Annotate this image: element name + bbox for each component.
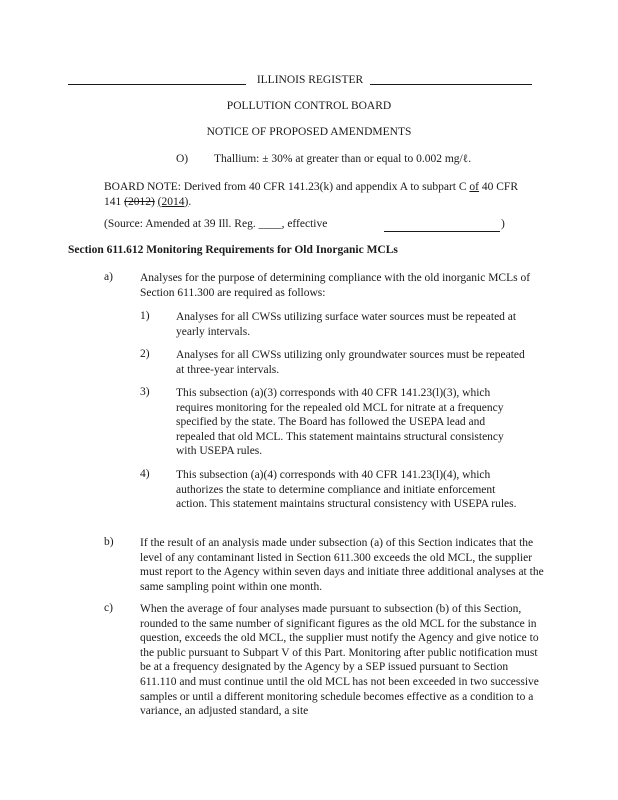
item-1-label: 1)	[140, 310, 150, 322]
notice-title: NOTICE OF PROPOSED AMENDMENTS	[206, 126, 412, 138]
subsection-c-label: c)	[104, 602, 113, 614]
item-o-text: Thallium: ± 30% at greater than or equal to 0.002 mg/ℓ.	[214, 153, 472, 165]
board-note	[104, 180, 524, 209]
board-note-prefix: BOARD NOTE: Derived from 40 CFR 141.23(k) and appendix A to subpart C	[104, 181, 470, 193]
board-note-of: of	[469, 181, 480, 193]
board-note-struck-year: (2012)	[124, 195, 155, 208]
item-2-label: 2)	[140, 348, 150, 360]
board-note-mid: 40 CFR 141	[104, 181, 519, 208]
register-title: ILLINOIS REGISTER	[256, 74, 364, 86]
board-title: POLLUTION CONTROL BOARD	[226, 100, 392, 112]
source-line: (Source: Amended at 39 Ill. Reg. ____, effective	[104, 218, 328, 230]
item-1-text: Analyses for all CWSs utilizing surface water sources must be repeated at yearly intervals.	[176, 311, 517, 338]
subsection-b-text: If the result of an analysis made under subsection (a) of this Section indicates that the level of any contaminant listed in Section 611.300 exceeds the old MCL, the supplier must report to the Agency within seven days and initiate three additional analyses at the same sampling point within one month.	[140, 537, 544, 593]
item-3-text: This subsection (a)(3) corresponds with 40 CFR 141.23(l)(3), which requires monitoring for the repealed old MCL for nitrate at a frequency specified by the state. The Board has followed the USEPA lead and repealed that old MCL. This statement maintains structural consistency with USEPA rules.	[176, 387, 504, 458]
subsection-c-text: When the average of four analyses made pursuant to subsection (b) of this Section, rounded to the same number of significant figures as the old MCL for the substance in question, exceeds the old MCL, the supplier must notify the Agency and give notice to the public pursuant to Subpart V of this Part. Monitoring after public notification must be at a frequency designated by the Agency by a SEP issued pursuant to Section 611.110 and must continue until the old MCL has not been exceeded in two successive samples or until a different monitoring schedule becomes effective as a condition to a variance, an adjusted standard, a site	[140, 603, 539, 718]
header-rule-right	[370, 84, 532, 85]
board-note-end: .	[188, 195, 192, 208]
item-o-label: O)	[176, 153, 189, 165]
header-rule-left	[68, 84, 246, 85]
item-4-text: This subsection (a)(4) corresponds with 40 CFR 141.23(l)(4), which authorizes the state to determine compliance and initiate enforcement action. This statement maintains structural consistency with USEPA rules.	[176, 469, 517, 511]
item-2-text: Analyses for all CWSs utilizing only groundwater sources must be repeated at three-year intervals.	[176, 349, 525, 376]
source-close-paren: )	[501, 218, 505, 230]
subsection-a-text: Analyses for the purpose of determining compliance with the old inorganic MCLs of Section 611.300 are required as follows:	[140, 272, 531, 299]
item-3-label: 3)	[140, 386, 150, 398]
item-4-label: 4)	[140, 468, 150, 480]
board-note-added-year: (2014)	[157, 195, 189, 208]
source-date-blank	[384, 231, 500, 232]
subsection-a-label: a)	[104, 271, 113, 283]
section-heading: Section 611.612 Monitoring Requirements for Old Inorganic MCLs	[68, 244, 398, 256]
subsection-b-label: b)	[104, 536, 114, 548]
